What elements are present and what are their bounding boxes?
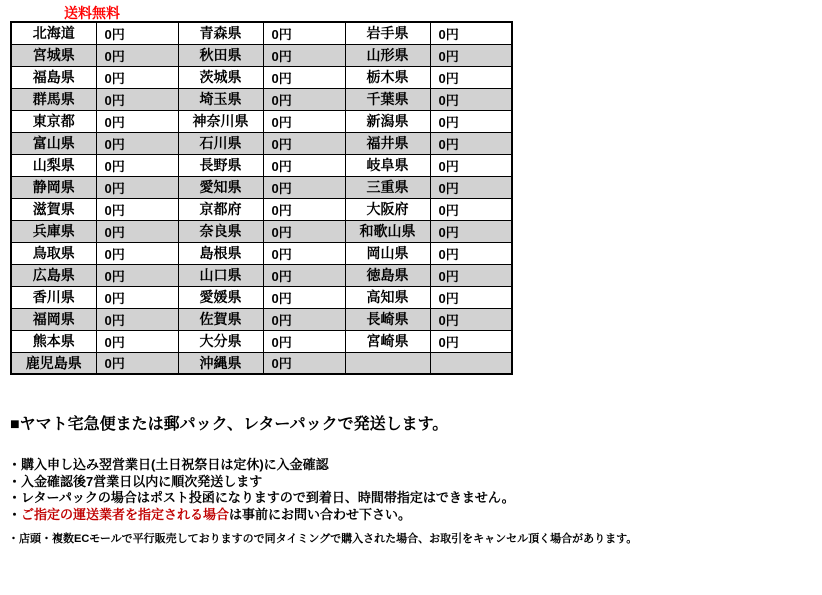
table-row (11, 242, 512, 264)
prefecture-cell: 鳥取県 (11, 242, 96, 264)
fee-cell: 0円 (430, 110, 512, 132)
prefecture-cell: 群馬県 (11, 88, 96, 110)
note-line (8, 457, 637, 474)
prefecture-cell: 栃木県 (345, 66, 430, 88)
prefecture-cell: 新潟県 (345, 110, 430, 132)
fee-cell: 0円 (263, 88, 345, 110)
fee-cell: 0円 (430, 176, 512, 198)
prefecture-cell: 福井県 (345, 132, 430, 154)
fee-cell: 0円 (96, 308, 178, 330)
note-text: ・入金確認後7営業日以内に順次発送します (8, 473, 263, 489)
prefecture-cell: 北海道 (11, 22, 96, 44)
prefecture-cell: 鹿児島県 (11, 352, 96, 374)
fee-cell: 0円 (96, 110, 178, 132)
note-line (8, 490, 637, 507)
table-row (11, 132, 512, 154)
prefecture-cell: 岐阜県 (345, 154, 430, 176)
fee-cell: 0円 (430, 286, 512, 308)
prefecture-cell: 愛媛県 (178, 286, 263, 308)
fee-cell: 0円 (263, 264, 345, 286)
fee-cell: 0円 (430, 66, 512, 88)
prefecture-cell: 茨城県 (178, 66, 263, 88)
note-text: は事前にお問い合わせ下さい。 (229, 506, 412, 522)
prefecture-cell: 福島県 (11, 66, 96, 88)
prefecture-cell: 山形県 (345, 44, 430, 66)
table-row (11, 88, 512, 110)
fee-cell: 0円 (430, 44, 512, 66)
fee-cell: 0円 (263, 176, 345, 198)
fee-cell: 0円 (263, 132, 345, 154)
fee-cell: 0円 (96, 220, 178, 242)
fee-cell: 0円 (263, 220, 345, 242)
shipping-fee-table (10, 21, 513, 375)
fee-cell (430, 352, 512, 374)
table-row (11, 176, 512, 198)
shipping-method-heading: ■ヤマト宅急便または郵パック、レターパックで発送します。 (10, 416, 449, 433)
prefecture-cell: 福岡県 (11, 308, 96, 330)
note-text: ・ (8, 506, 22, 522)
fee-cell: 0円 (430, 308, 512, 330)
fee-cell: 0円 (430, 154, 512, 176)
prefecture-cell: 徳島県 (345, 264, 430, 286)
table-row (11, 352, 512, 374)
prefecture-cell: 和歌山県 (345, 220, 430, 242)
fee-cell: 0円 (430, 220, 512, 242)
fee-cell: 0円 (430, 242, 512, 264)
prefecture-cell: 秋田県 (178, 44, 263, 66)
table-row (11, 198, 512, 220)
prefecture-cell: 広島県 (11, 264, 96, 286)
fee-cell: 0円 (263, 44, 345, 66)
fee-cell: 0円 (96, 88, 178, 110)
prefecture-cell: 山梨県 (11, 154, 96, 176)
prefecture-cell: 宮崎県 (345, 330, 430, 352)
fee-cell: 0円 (263, 352, 345, 374)
note-text: ・店頭・複数ECモールで平行販売しておりますので同タイミングで購入された場合、お取引をキャンセル頂く場合があります。 (8, 533, 638, 545)
fee-cell: 0円 (430, 132, 512, 154)
table-row (11, 264, 512, 286)
fee-cell: 0円 (96, 352, 178, 374)
prefecture-cell: 宮城県 (11, 44, 96, 66)
note-text: ・購入申し込み翌営業日(土日祝祭日は定休)に入金確認 (8, 457, 329, 472)
prefecture-cell: 岡山県 (345, 242, 430, 264)
table-row (11, 220, 512, 242)
fee-cell: 0円 (263, 286, 345, 308)
prefecture-cell: 長野県 (178, 154, 263, 176)
fee-cell: 0円 (96, 44, 178, 66)
table-row (11, 308, 512, 330)
shipping-notes-list (8, 457, 637, 546)
prefecture-cell: 青森県 (178, 22, 263, 44)
fee-cell: 0円 (263, 110, 345, 132)
fee-cell: 0円 (96, 176, 178, 198)
prefecture-cell: 神奈川県 (178, 110, 263, 132)
fee-cell: 0円 (263, 242, 345, 264)
prefecture-cell: 石川県 (178, 132, 263, 154)
table-row (11, 44, 512, 66)
table-row (11, 330, 512, 352)
prefecture-cell: 高知県 (345, 286, 430, 308)
fee-cell: 0円 (96, 198, 178, 220)
prefecture-cell: 大阪府 (345, 198, 430, 220)
fee-cell: 0円 (263, 308, 345, 330)
fee-cell: 0円 (430, 264, 512, 286)
prefecture-cell: 東京都 (11, 110, 96, 132)
fee-cell: 0円 (96, 242, 178, 264)
prefecture-cell: 山口県 (178, 264, 263, 286)
fee-cell: 0円 (430, 88, 512, 110)
fee-cell: 0円 (430, 22, 512, 44)
prefecture-cell: 島根県 (178, 242, 263, 264)
table-row (11, 110, 512, 132)
prefecture-cell: 沖縄県 (178, 352, 263, 374)
note-line (8, 474, 637, 491)
note-red-text: ご指定の運送業者を指定される場合 (21, 506, 230, 522)
fee-cell: 0円 (96, 22, 178, 44)
fee-cell: 0円 (96, 264, 178, 286)
prefecture-cell: 大分県 (178, 330, 263, 352)
prefecture-cell: 香川県 (11, 286, 96, 308)
prefecture-cell: 静岡県 (11, 176, 96, 198)
free-shipping-label: 送料無料 (64, 5, 120, 21)
note-line (8, 532, 637, 546)
fee-cell: 0円 (263, 66, 345, 88)
table-row (11, 154, 512, 176)
fee-cell: 0円 (263, 330, 345, 352)
fee-cell: 0円 (96, 132, 178, 154)
note-line (8, 507, 637, 524)
prefecture-cell: 熊本県 (11, 330, 96, 352)
table-row (11, 286, 512, 308)
fee-cell: 0円 (96, 286, 178, 308)
fee-cell: 0円 (96, 154, 178, 176)
fee-cell: 0円 (430, 198, 512, 220)
fee-cell: 0円 (263, 22, 345, 44)
prefecture-cell: 長崎県 (345, 308, 430, 330)
shipping-fee-table-body (11, 22, 512, 374)
prefecture-cell: 富山県 (11, 132, 96, 154)
fee-cell: 0円 (96, 66, 178, 88)
note-text: ・レターパックの場合はポスト投函になりますので到着日、時間帯指定はできません。 (8, 490, 515, 505)
prefecture-cell: 千葉県 (345, 88, 430, 110)
prefecture-cell (345, 352, 430, 374)
prefecture-cell: 佐賀県 (178, 308, 263, 330)
fee-cell: 0円 (263, 198, 345, 220)
fee-cell: 0円 (430, 330, 512, 352)
fee-cell: 0円 (96, 330, 178, 352)
prefecture-cell: 岩手県 (345, 22, 430, 44)
prefecture-cell: 京都府 (178, 198, 263, 220)
prefecture-cell: 兵庫県 (11, 220, 96, 242)
table-row (11, 22, 512, 44)
prefecture-cell: 三重県 (345, 176, 430, 198)
prefecture-cell: 愛知県 (178, 176, 263, 198)
prefecture-cell: 滋賀県 (11, 198, 96, 220)
prefecture-cell: 埼玉県 (178, 88, 263, 110)
fee-cell: 0円 (263, 154, 345, 176)
prefecture-cell: 奈良県 (178, 220, 263, 242)
table-row (11, 66, 512, 88)
